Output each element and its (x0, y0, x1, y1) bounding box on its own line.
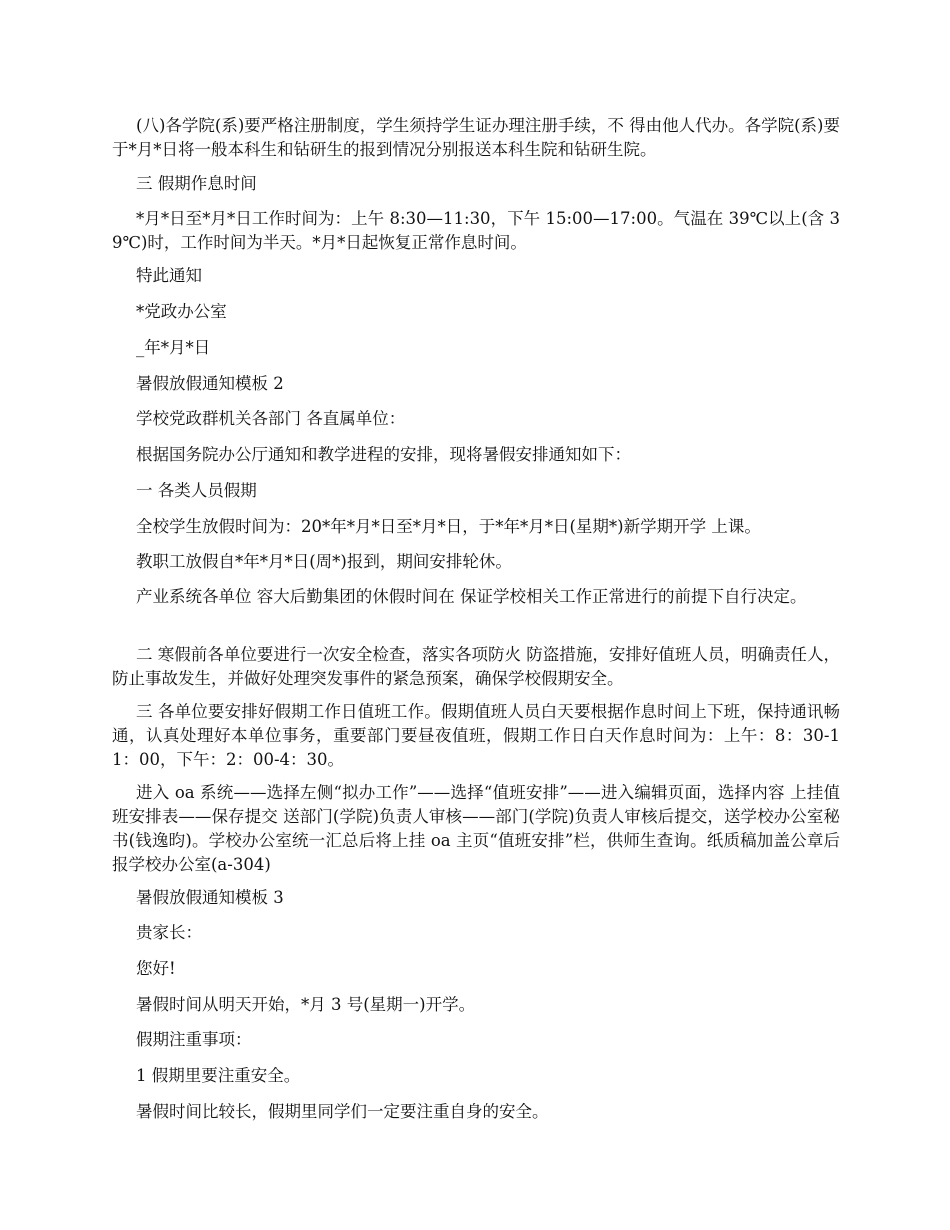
heading-schedule: 三 假期作息时间 (136, 174, 257, 193)
paragraph-work-hours: *月*日至*月*日工作时间为：上午 8:30—11:30，下午 15:00—17:00。气温在 39℃以上(含 39℃)时，工作时间为半天。*月*日起恢复正常作息时间。 (112, 209, 840, 252)
paragraph-date-line: _年*月*日 (136, 338, 211, 357)
paragraph-hello: 您好! (136, 959, 176, 978)
paragraph-greeting-parents: 贵家长： (136, 923, 202, 942)
paragraph-oa-procedure: 进入 oa 系统——选择左侧“拟办工作”——选择“值班安排”——进入编辑页面，选择内容 上挂值班安排表——保存提交 送部门(学院)负责人审核——部门(学院)负责人审核后提交，送学校办公室秘书(钱逸昀)。学校办公室统一汇总后将上挂 oa 主页“值班安排”栏，供师生查询。纸质稿加盖公章后报学校办公室(a-304) (112, 783, 840, 874)
paragraph-intro: 根据国务院办公厅通知和教学进程的安排，现将暑假安排通知如下： (136, 445, 631, 464)
heading-template-2: 暑假放假通知模板 2 (136, 374, 284, 393)
paragraph-staff-holiday: 教职工放假自*年*月*日(周*)报到，期间安排轮休。 (136, 552, 512, 571)
paragraph-term-start: 暑假时间从明天开始，*月 3 号(星期一)开学。 (136, 995, 476, 1014)
heading-staff-holidays: 一 各类人员假期 (136, 481, 257, 500)
heading-precautions: 假期注重事项： (136, 1030, 252, 1049)
paragraph-safety-check: 二 寒假前各单位要进行一次安全检查，落实各项防火 防盗措施，安排好值班人员，明确责任人，防止事故发生，并做好处理突发事件的紧急预案，确保学校假期安全。 (112, 645, 840, 688)
paragraph-notice-closing: 特此通知 (136, 266, 202, 285)
paragraph-industry-units: 产业系统各单位 容大后勤集团的休假时间在 保证学校相关工作正常进行的前提下自行决定。 (136, 587, 807, 606)
paragraph-safety-reminder: 暑假时间比较长，假期里同学们一定要注重自身的安全。 (136, 1102, 549, 1121)
paragraph-duty-arrangement: 三 各单位要安排好假期工作日值班工作。假期值班人员白天要根据作息时间上下班，保持通讯畅通，认真处理好本单位事务，重要部门要昼夜值班，假期工作日白天作息时间为：上午：8：30-11：00，下午：2：00-4：30。 (112, 702, 840, 769)
paragraph-addressees: 学校党政群机关各部门 各直属单位： (136, 409, 406, 428)
paragraph-office-signature: *党政办公室 (136, 302, 227, 321)
paragraph-student-holiday: 全校学生放假时间为：20*年*月*日至*月*日，于*年*月*日(星期*)新学期开学 上课。 (136, 517, 761, 536)
heading-safety-item-1: 1 假期里要注重安全。 (136, 1066, 301, 1085)
heading-template-3: 暑假放假通知模板 3 (136, 888, 284, 907)
paragraph-registration-rules: (八)各学院(系)要严格注册制度，学生须持学生证办理注册手续，不 得由他人代办。各学院(系)要于*月*日将一般本科生和钻研生的报到情况分别报送本科生院和钻研生院。 (112, 116, 840, 159)
